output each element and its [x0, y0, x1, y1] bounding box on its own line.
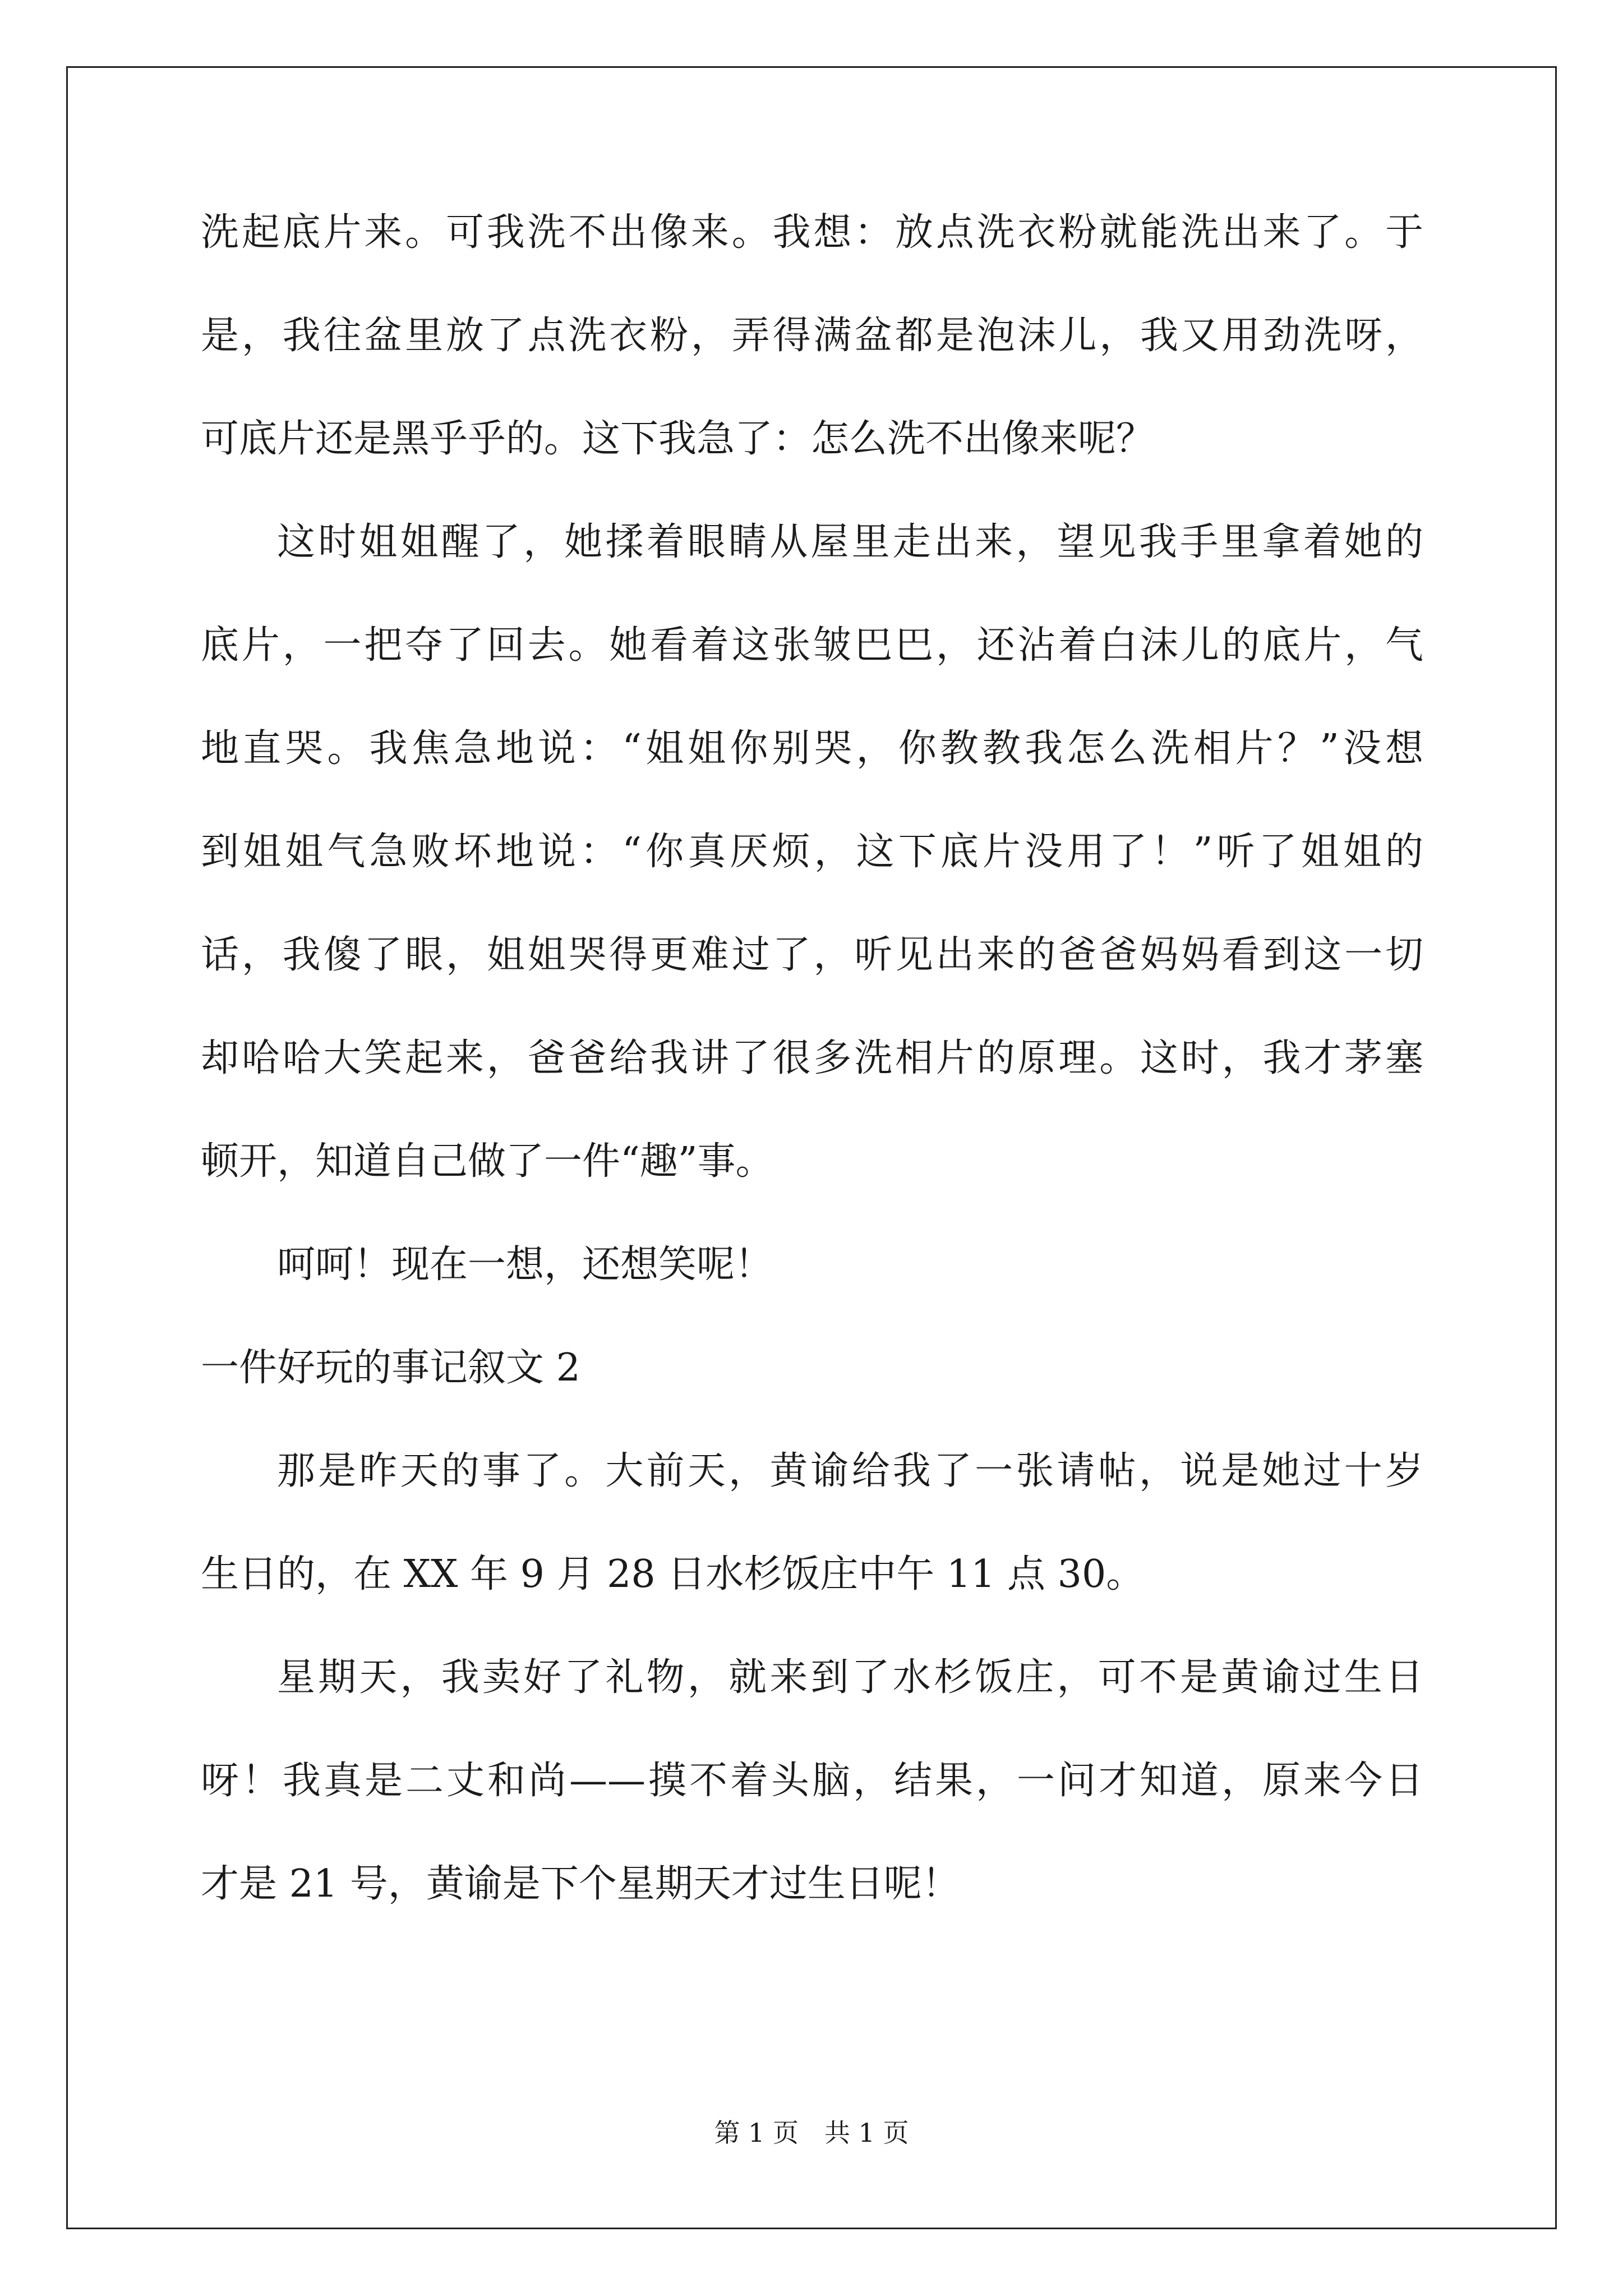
section-heading: 一件好玩的事记叙文 2 — [201, 1346, 580, 1390]
page-footer: 第 1 页 共 1 页 — [714, 2118, 909, 2148]
paragraph-line: 底片，一把夺了回去。她看着这张皱巴巴，还沾着白沫儿的底片，气 — [201, 623, 1423, 668]
paragraph-line: 星期天，我卖好了礼物，就来到了水杉饭庄，可不是黄谕过生日 — [277, 1655, 1423, 1700]
paragraph-line: 生日的，在 XX 年 9 月 28 日水杉饭庄中午 11 点 30。 — [201, 1552, 1145, 1596]
paragraph-line: 地直哭。我焦急地说：“姐姐你别哭，你教教我怎么洗相片？”没想 — [201, 726, 1423, 771]
paragraph-line: 呵呵！现在一想，还想笑呢！ — [277, 1243, 773, 1287]
paragraph-line: 到姐姐气急败坏地说：“你真厌烦，这下底片没用了！”听了姐姐的 — [201, 830, 1423, 874]
paragraph-line: 这时姐姐醒了，她揉着眼睛从屋里走出来，望见我手里拿着她的 — [277, 520, 1423, 564]
paragraph-line: 洗起底片来。可我洗不出像来。我想：放点洗衣粉就能洗出来了。于 — [201, 210, 1423, 255]
paragraph-line: 话，我傻了眼，姐姐哭得更难过了，听见出来的爸爸妈妈看到这一切 — [201, 933, 1423, 977]
paragraph-line: 可底片还是黑乎乎的。这下我急了：怎么洗不出像来呢？ — [201, 417, 1155, 461]
paragraph-line: 才是 21 号，黄谕是下个星期天才过生日呢！ — [201, 1862, 960, 1906]
paragraph-line: 顿开，知道自己做了一件“趣”事。 — [201, 1139, 774, 1184]
paragraph-line: 却哈哈大笑起来，爸爸给我讲了很多洗相片的原理。这时，我才茅塞 — [201, 1036, 1423, 1080]
paragraph-line: 是，我往盆里放了点洗衣粉，弄得满盆都是泡沫儿，我又用劲洗呀， — [201, 314, 1423, 358]
paragraph-line: 呀！我真是二丈和尚——摸不着头脑，结果，一问才知道，原来今日 — [201, 1759, 1423, 1803]
paragraph-line: 那是昨天的事了。大前天，黄谕给我了一张请帖，说是她过十岁 — [277, 1449, 1423, 1493]
document-body — [201, 208, 1423, 1962]
